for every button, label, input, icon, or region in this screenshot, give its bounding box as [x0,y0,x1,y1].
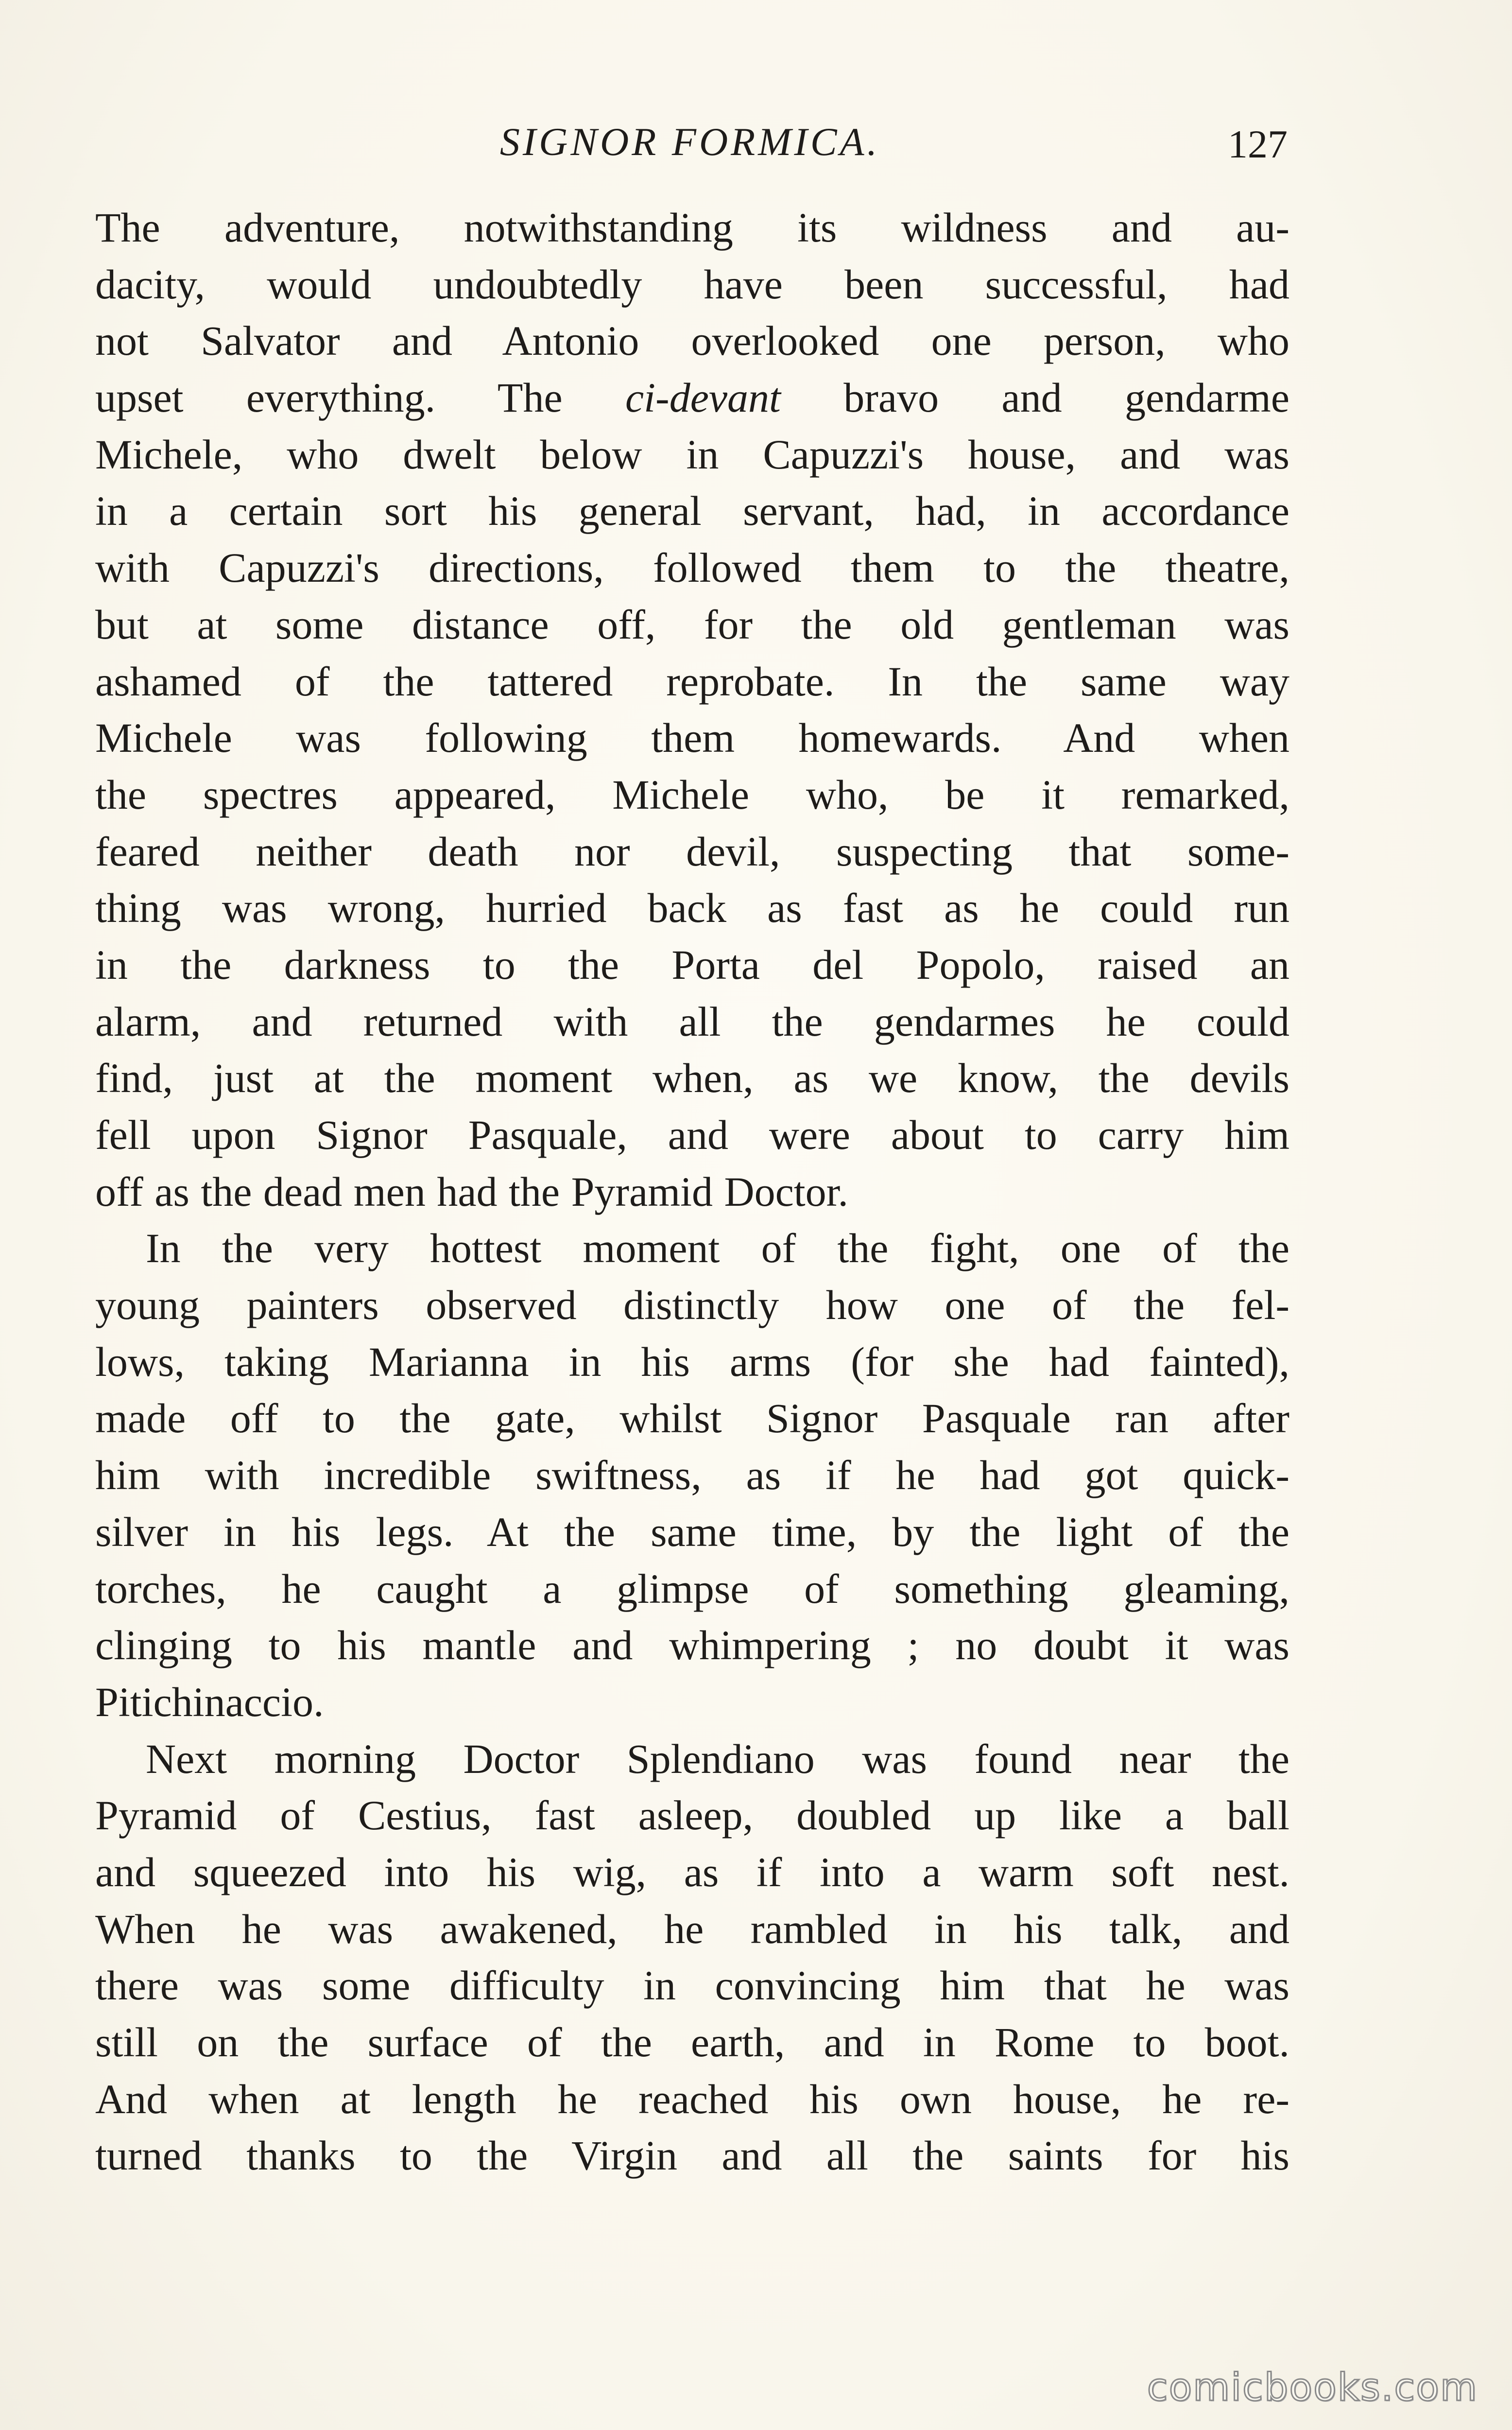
text-line: find, just at the moment when, as we know, the devils [95,1055,1289,1102]
text-line: him with incredible swiftness, as if he had got quick- [95,1452,1289,1499]
text-line: When he was awakened, he rambled in his talk, and [95,1905,1289,1952]
text-line: still on the surface of the earth, and in Rome to boot. [95,2019,1289,2066]
text-line: feared neither death nor devil, suspecting that some- [95,828,1289,875]
page-number: 127 [1228,122,1288,166]
text-line: thing was wrong, hurried back as fast as he could run [95,885,1289,932]
body-text [95,199,1289,2184]
text-line: Pyramid of Cestius, fast asleep, doubled up like a ball [95,1792,1289,1839]
paragraph-start: In the very hottest moment of the fight, one of the [146,1225,1289,1272]
text-line: off as the dead men had the Pyramid Doctor. [95,1168,849,1215]
text-line: Pitichinaccio. [95,1678,324,1725]
text-line: lows, taking Marianna in his arms (for she had fainted), [95,1338,1289,1385]
text-line: The adventure, notwithstanding its wildness and au- [95,204,1289,251]
text-line: the spectres appeared, Michele who, be it remarked, [95,771,1289,818]
italic-phrase: ci-devant [625,374,781,421]
page-header [92,113,1288,171]
paragraph-start: Next morning Doctor Splendiano was found near the [146,1735,1289,1782]
text-line: dacity, would undoubtedly have been successful, had [95,260,1289,308]
text-line: Michele, who dwelt below in Capuzzi's house, and was [95,431,1289,478]
text-line: young painters observed distinctly how one of the fel- [95,1282,1289,1329]
text-line: not Salvator and Antonio overlooked one person, who [95,317,1289,364]
watermark: comicbooks.com [1147,2366,1478,2410]
text-line: fell upon Signor Pasquale, and were about to carry him [95,1111,1289,1158]
text-segment: bravo and gendarme [780,374,1289,421]
text-line: there was some difficulty in convincing him that he was [95,1962,1289,2009]
text-line: but at some distance off, for the old gentleman was [95,601,1289,648]
text-line: with Capuzzi's directions, followed them to the theatre, [95,544,1289,591]
text-line: torches, he caught a glimpse of something gleaming, [95,1565,1289,1612]
text-line: Michele was following them homewards. And when [95,714,1289,762]
text-line: made off to the gate, whilst Signor Pasquale ran after [95,1395,1289,1442]
text-line: ashamed of the tattered reprobate. In the same way [95,658,1289,705]
text-line: in the darkness to the Porta del Popolo, raised an [95,941,1289,988]
text-line: clinging to his mantle and whimpering ; no doubt it was [95,1622,1289,1669]
text-line: in a certain sort his general servant, had, in accordance [95,487,1289,535]
text-segment: upset everything. The [95,374,625,421]
text-line: And when at length he reached his own house, he re- [95,2075,1289,2122]
text-line: alarm, and returned with all the gendarmes he could [95,998,1289,1045]
running-title: SIGNOR FORMICA. [499,120,880,164]
text-line: turned thanks to the Virgin and all the saints for his [95,2132,1289,2179]
text-line-with-italic [95,369,1289,426]
text-line: silver in his legs. At the same time, by the light of the [95,1508,1289,1555]
text-line: and squeezed into his wig, as if into a warm soft nest. [95,1848,1289,1895]
